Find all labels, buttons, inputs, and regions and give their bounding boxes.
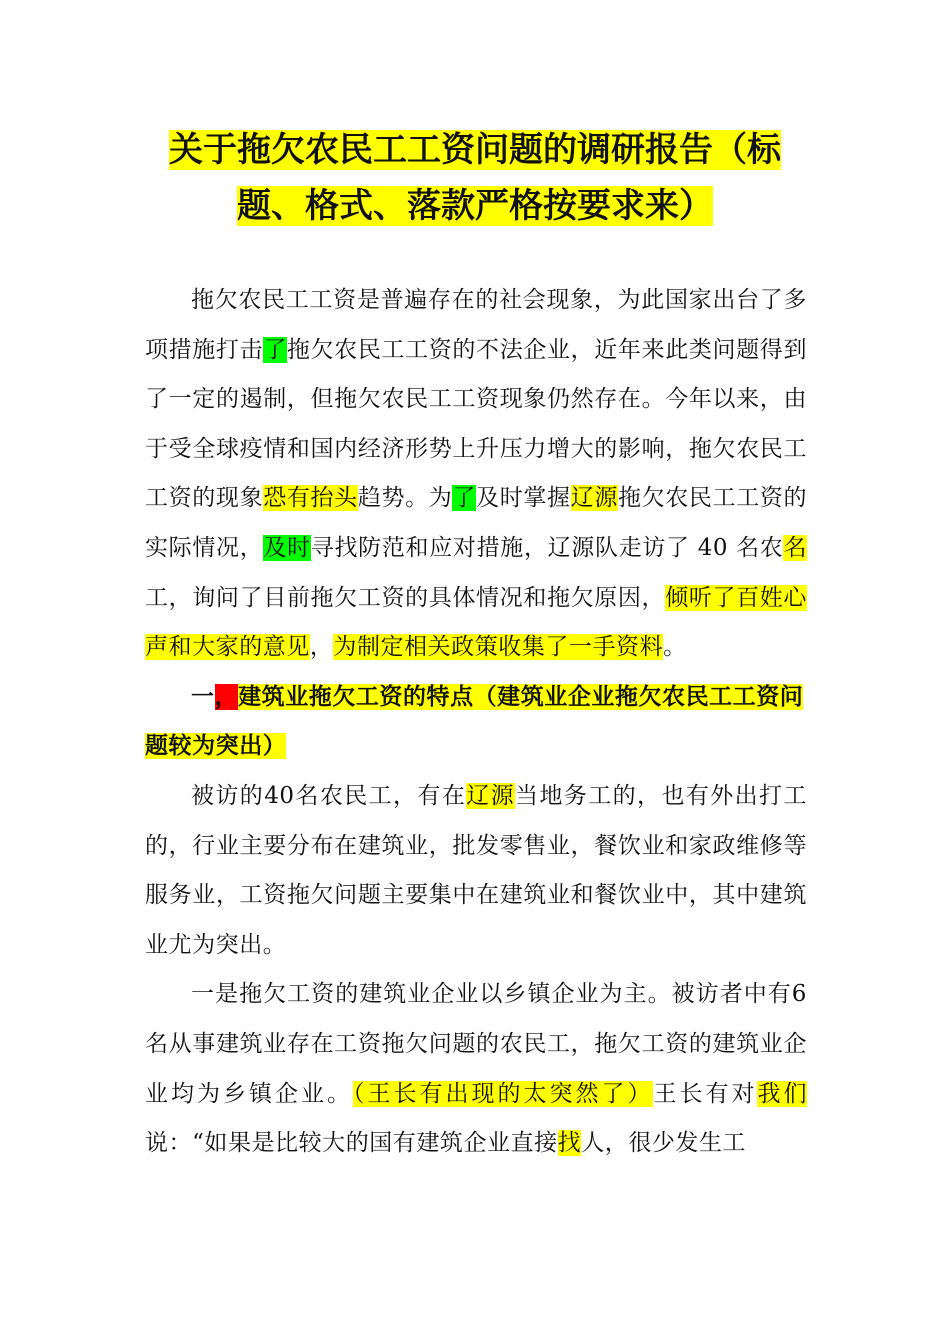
text-run: 被访的40名农民工，有在 (191, 782, 467, 809)
text-run: 一是拖欠工资的建筑业企业以乡镇企业为主。被访者中有6名从事建筑业存在工资拖欠问题的农民工，拖欠工资的建筑业企业均为乡镇企业。 (145, 981, 807, 1107)
highlight-yellow: 辽源 (570, 485, 618, 512)
highlight-green: 了 (263, 336, 287, 363)
highlight-yellow: 为制定相关政策收集了一手资料 (333, 634, 664, 661)
title-line-2: 题、格式、落款严格按要求来） (237, 186, 713, 226)
heading-number: 一 (191, 683, 215, 710)
text-run: ， (309, 634, 334, 661)
text-run: 工，询问了目前拖欠工资的具体情况和拖欠原因， (145, 584, 666, 611)
paragraph-3 (145, 970, 807, 1168)
text-run: 寻找防范和应对措施，辽源队走访了 40 名农 (310, 534, 784, 561)
heading-text: 建筑业拖欠工资的特点（建筑业企业拖欠农民工工资问题较为突出） (145, 683, 804, 760)
paragraph-2 (145, 772, 807, 970)
highlight-yellow: 辽源 (466, 782, 516, 809)
text-run: 拖欠农民工工资的实际情况， (145, 485, 808, 561)
highlight-yellow: 名 (783, 534, 807, 561)
text-run: 。 (663, 634, 687, 661)
highlight-yellow: 恐有抬头 (263, 485, 358, 512)
page-title (140, 122, 810, 234)
document-body (145, 276, 807, 1169)
title-line-1: 关于拖欠农民工工资问题的调研报告（标 (169, 130, 781, 170)
highlight-yellow: 我们 (757, 1080, 808, 1107)
text-run: 当地务工的，也有外出打工的，行业主要分布在建筑业，批发零售业，餐饮业和家政维修等服务业，工资拖欠问题主要集中在建筑业和餐饮业中，其中建筑业尤为突出。 (145, 782, 807, 958)
text-run: 拖欠农民工工资的不法企业，近年来此类问题得到了一定的遏制，但拖欠农民工工资现象仍然存在。今年以来，由于受全球疫情和国内经济形势上升压力增大的影响，拖欠农民工工资的现象 (145, 336, 807, 512)
text-run: 拖欠农民工工资是普遍存在的社会现象，为此国家出台了多项措施打击 (145, 287, 807, 363)
text-run: 趋势。为 (357, 485, 453, 512)
section-heading-1 (145, 673, 807, 772)
highlight-yellow: 倾听了百姓心声和大家的意见 (145, 584, 807, 661)
text-run: 及时掌握 (476, 485, 571, 512)
paragraph-intro (145, 276, 807, 673)
text-run: 说：“如果是比较大的国有建筑企业直接 (145, 1130, 558, 1157)
highlight-green: 及时 (263, 534, 311, 561)
highlight-red: ， (214, 683, 239, 710)
text-run: 人，很少发生工 (581, 1130, 747, 1157)
highlight-yellow: （王长有出现的太突然了） (352, 1080, 654, 1107)
highlight-green: 了 (452, 485, 477, 512)
text-run: 王长有对 (653, 1080, 758, 1107)
highlight-yellow: 找 (557, 1130, 582, 1157)
